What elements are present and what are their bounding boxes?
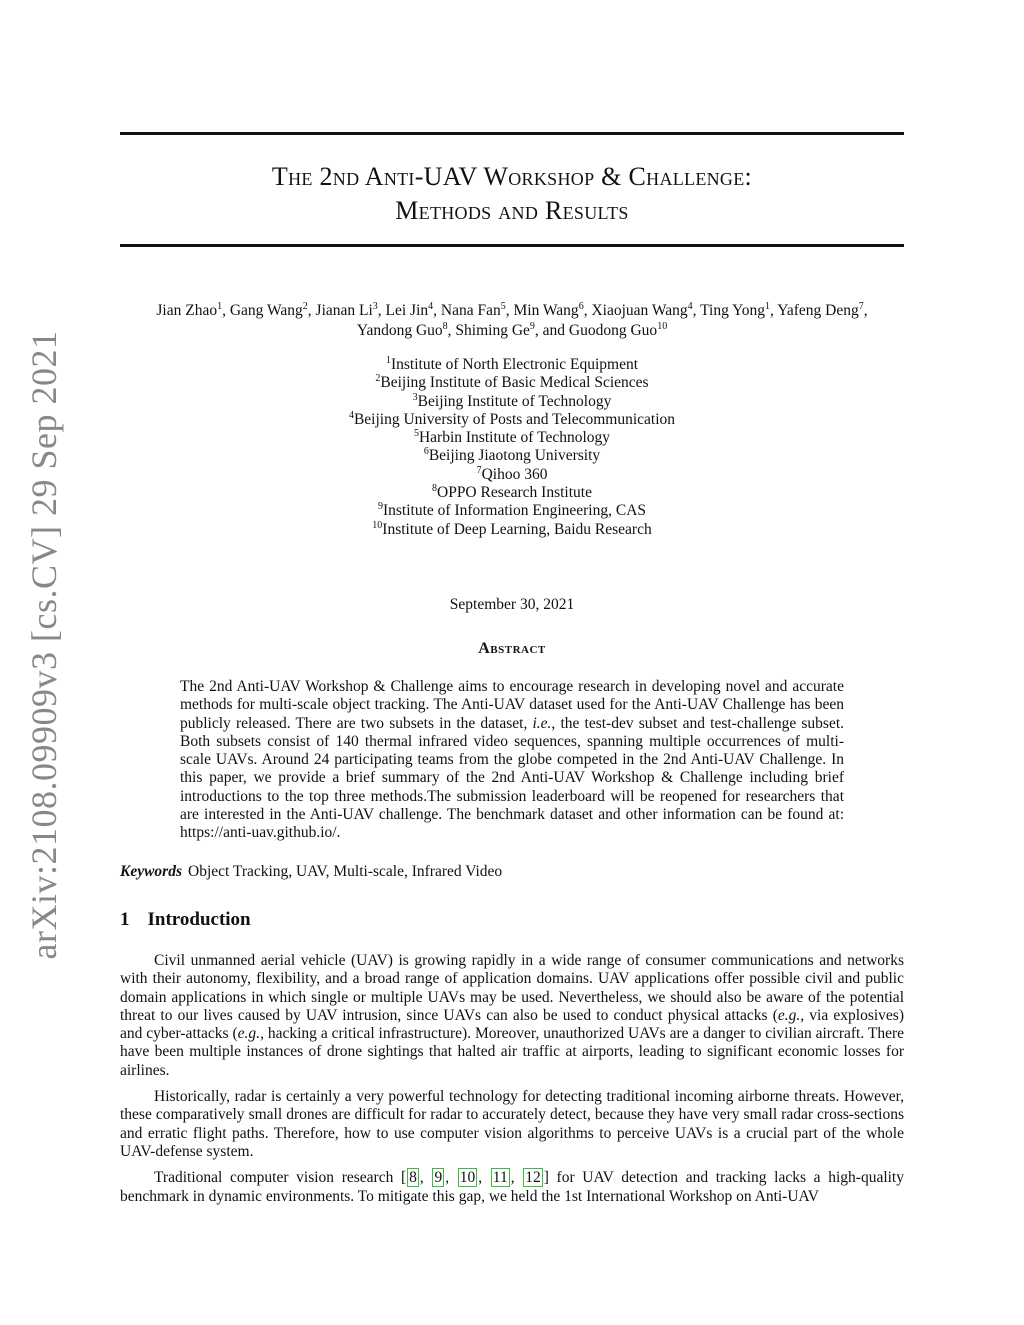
citation-link[interactable]: 8 (409, 1169, 417, 1187)
author: Guodong Guo$^{10}$ (568, 320, 668, 339)
author: Lei Jin$^4$, (385, 300, 441, 319)
author: Min Wang$^6$, (513, 300, 592, 319)
publication-date: September 30, 2021 (449, 596, 575, 613)
affiliation: $^{10}$Institute of Deep Learning, Baidu Research (372, 519, 652, 538)
section-heading-introduction (120, 909, 251, 931)
author: Jianan Li$^3$, (315, 300, 386, 319)
abstract-heading: Abstract (478, 640, 546, 657)
section-title: Introduction (147, 909, 251, 930)
title-rule-bottom (120, 244, 904, 247)
title-rule-top (120, 132, 904, 135)
affiliation: $^7$Qihoo 360 (476, 464, 548, 483)
author: Nana Fan$^5$, (440, 300, 514, 319)
author: Xiaojuan Wang$^4$, (591, 300, 701, 319)
author-list (120, 301, 904, 341)
title-line-1: The 2nd Anti-UAV Workshop & Challenge: (271, 162, 753, 191)
affiliation: $^6$Beijing Jiaotong University (423, 446, 601, 465)
affiliation: $^8$OPPO Research Institute (432, 482, 592, 502)
title-line-2: Methods and Results (395, 196, 629, 225)
citation-link[interactable]: 11 (492, 1169, 508, 1187)
affiliation: $^3$Beijing Institute of Technology (412, 391, 612, 410)
author: Jian Zhao$^1$, (156, 300, 230, 319)
paragraph: Historically, radar is certainly a very powerful technology for detecting traditional incoming airborne threats. However, these comparatively small drones are difficult for radar to accurately detect, because they have very small radar cross-sections and erratic flight paths. Therefore, how to use computer vision algorithms to perceive UAVs is a crucial part of the whole UAV-defense system. (120, 1088, 904, 1160)
author: Gang Wang$^2$, (229, 300, 316, 319)
paragraph: Traditional computer vision research [ 8 , 9 , 10 , 11 , 12 ] for UAV detection and tracking lacks a high-quality benchmark in dynamic environments. To mitigate this gap, we held the 1st International Workshop on Anti-UAV (120, 1169, 904, 1205)
citation-link[interactable]: 10 (459, 1169, 476, 1187)
abstract-body: The 2nd Anti-UAV Workshop & Challenge aims to encourage research in developing novel and accurate methods for multi-scale object tracking. The Anti-UAV dataset used for the Anti-UAV Challenge has been publicly released. There are two subsets in the dataset, i.e., the test-dev subset and test-challenge subset. Both subsets consist of 140 thermal infrared video sequences, spanning multiple occurrences of multi-scale UAVs. Around 24 participating teams from the globe competed in the 2nd Anti-UAV Challenge. In this paper, we provide a brief summary of the 2nd Anti-UAV Workshop & Challenge including brief introductions to the top three methods.The submission leaderboard will be reopened for researchers that are interested in the Anti-UAV challenge. The benchmark dataset and other information can be found at: https://anti-uav.github.io/. (180, 678, 845, 842)
author: Shiming Ge$^9$, and (455, 320, 569, 339)
keywords-label: Keywords (120, 863, 182, 880)
paper-title (120, 160, 904, 228)
affiliation: $^4$Beijing University of Posts and Telecommunication (348, 409, 676, 428)
author: Yandong Guo$^8$, (356, 320, 456, 339)
keywords-text: Object Tracking, UAV, Multi-scale, Infrared Video (188, 863, 503, 880)
affiliation: $^1$Institute of North Electronic Equipment (385, 354, 639, 373)
citation-link[interactable]: 12 (525, 1169, 541, 1187)
affiliation: $^9$Institute of Information Engineering, CAS (377, 501, 647, 520)
arxiv-stamp: arXiv:2108.09909v3 [cs.CV] 29 Sep 2021 (24, 330, 64, 960)
author: Yafeng Deng$^7$, (777, 300, 868, 319)
affiliation-list (120, 356, 904, 539)
author: Ting Yong$^1$, (700, 300, 778, 319)
section-number: 1 (120, 909, 130, 930)
affiliation: $^5$Harbin Institute of Technology (413, 428, 611, 447)
introduction-body (120, 952, 904, 1214)
affiliation: $^2$Beijing Institute of Basic Medical Sciences (375, 373, 649, 392)
paragraph: Civil unmanned aerial vehicle (UAV) is growing rapidly in a wide range of consumer communications and networks with their autonomy, flexibility, and a broad range of application domains. UAV applications offer possible civil and public domain applications in which single or multiple UAVs may be used. Nevertheless, we should also be aware of the potential threat to our lives caused by UAV intrusion, since UAVs can also be used to conduct physical attacks (e.g., via explosives) and cyber-attacks (e.g., hacking a critical infrastructure). Moreover, unauthorized UAVs are a danger to civilian aircraft. There have been multiple instances of drone sightings that halted air traffic at airports, leading to significant economic losses for airlines. (120, 952, 904, 1079)
citation-link[interactable]: 9 (434, 1169, 443, 1187)
keywords (120, 863, 904, 881)
